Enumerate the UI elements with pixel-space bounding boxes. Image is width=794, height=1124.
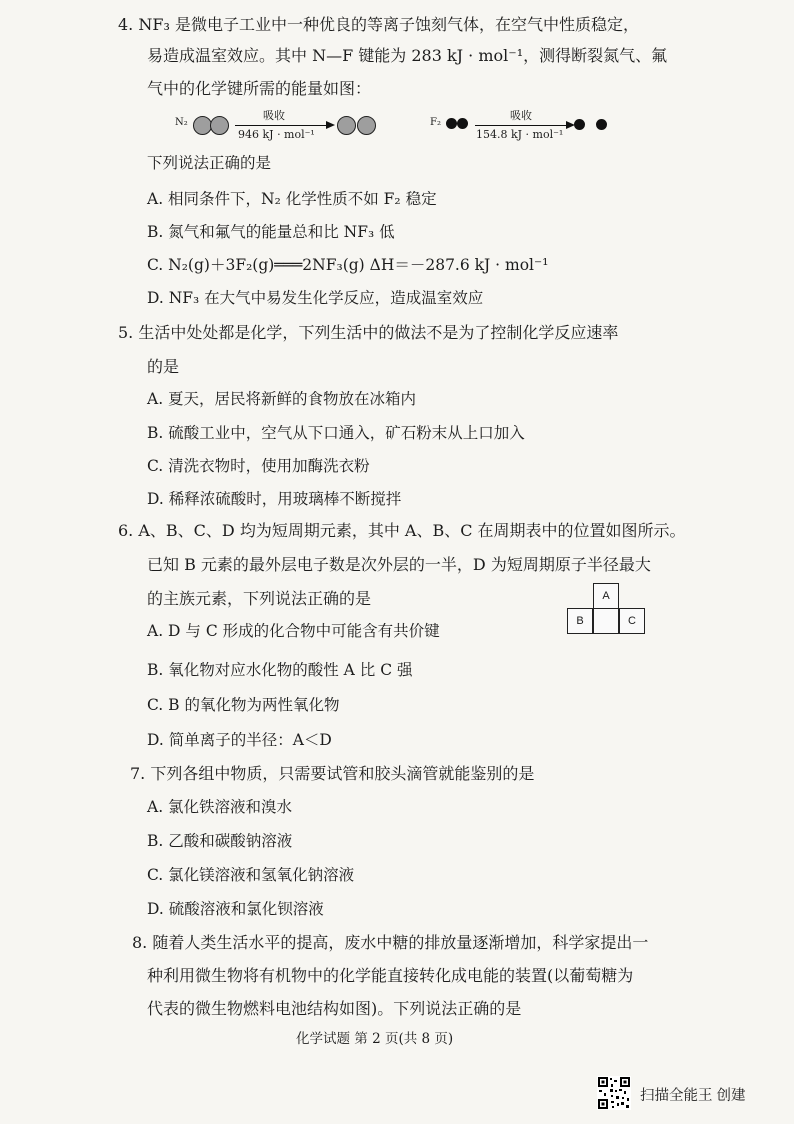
page-footer: 化学试题 第 2 页(共 8 页) — [296, 1031, 454, 1047]
cell-a: A — [593, 583, 619, 609]
q6-option-b: B. 氧化物对应水化物的酸性 A 比 C 强 — [147, 661, 413, 679]
q7-option-a: A. 氯化铁溶液和溴水 — [147, 798, 293, 816]
f-atom-icon — [457, 118, 468, 129]
q4-option-c: C. N₂(g)＋3F₂(g)═══2NF₃(g) ΔH＝－287.6 kJ · mol⁻¹ — [147, 256, 549, 274]
q6-stem-line2: 已知 B 元素的最外层电子数是次外层的一半，D 为短周期原子半径最大 — [147, 555, 651, 574]
q5-option-c: C. 清洗衣物时，使用加酶洗衣粉 — [147, 457, 370, 475]
q7-stem: 7. 下列各组中物质，只需要试管和胶头滴管就能鉴别的是 — [130, 764, 535, 783]
f2-arrow-icon — [475, 125, 567, 126]
scanner-brand-text: 扫描全能王 创建 — [640, 1088, 746, 1104]
q6-stem-line3: 的主族元素，下列说法正确的是 — [147, 589, 372, 608]
q4-option-b: B. 氮气和氟气的能量总和比 NF₃ 低 — [147, 223, 395, 241]
n2-arrow-icon — [235, 125, 327, 126]
q6-option-c: C. B 的氧化物为两性氧化物 — [147, 696, 340, 714]
q8-stem-line1: 8. 随着人类生活水平的提高，废水中糖的排放量逐渐增加，科学家提出一 — [132, 933, 649, 952]
cell-b: B — [567, 608, 593, 634]
n2-label: N₂ — [175, 117, 188, 128]
qr-code-icon — [597, 1076, 631, 1110]
cell-empty — [593, 608, 619, 634]
n-atom-icon — [337, 116, 356, 135]
f2-arrow-bottom-label: 154.8 kJ · mol⁻¹ — [476, 128, 564, 141]
q4-stem-line3: 气中的化学键所需的能量如图： — [147, 79, 372, 98]
q5-option-d: D. 稀释浓硫酸时，用玻璃棒不断搅拌 — [147, 490, 402, 508]
n2-arrow-bottom-label: 946 kJ · mol⁻¹ — [238, 128, 315, 141]
n2-arrow-top-label: 吸收 — [263, 109, 285, 122]
q7-option-c: C. 氯化镁溶液和氢氧化钠溶液 — [147, 866, 355, 884]
q8-stem-line2: 种利用微生物将有机物中的化学能直接转化成电能的装置(以葡萄糖为 — [147, 966, 634, 985]
f2-arrow-top-label: 吸收 — [510, 109, 532, 122]
f-atom-icon — [574, 119, 585, 130]
n-atom-icon — [357, 116, 376, 135]
q6-option-a: A. D 与 C 形成的化合物中可能含有共价键 — [147, 622, 440, 640]
cell-c: C — [619, 608, 645, 634]
q5-stem-line2: 的是 — [147, 357, 180, 376]
n-atom-icon — [210, 116, 229, 135]
q5-stem-line1: 5. 生活中处处都是化学，下列生活中的做法不是为了控制化学反应速率 — [118, 323, 619, 342]
f2-bond-energy-diagram — [430, 110, 610, 144]
q4-stem-line2: 易造成温室效应。其中 N—F 键能为 283 kJ · mol⁻¹，测得断裂氮气、氟 — [147, 46, 668, 65]
q4-stem-line1: 4. NF₃ 是微电子工业中一种优良的等离子蚀刻气体，在空气中性质稳定， — [118, 15, 639, 34]
f-atom-icon — [446, 118, 457, 129]
arrow-head-icon — [326, 121, 335, 129]
q7-option-b: B. 乙酸和碳酸钠溶液 — [147, 832, 293, 850]
q6-option-d: D. 简单离子的半径：A＜D — [147, 731, 332, 749]
f-atom-icon — [596, 119, 607, 130]
q5-option-b: B. 硫酸工业中，空气从下口通入，矿石粉末从上口加入 — [147, 424, 525, 442]
f2-label: F₂ — [430, 117, 441, 128]
q4-question: 下列说法正确的是 — [147, 154, 272, 172]
q8-stem-line3: 代表的微生物燃料电池结构如图)。下列说法正确的是 — [147, 999, 522, 1018]
q7-option-d: D. 硫酸溶液和氯化钡溶液 — [147, 900, 324, 918]
q4-option-a: A. 相同条件下，N₂ 化学性质不如 F₂ 稳定 — [147, 190, 437, 208]
periodic-table-fragment — [567, 583, 645, 635]
q5-option-a: A. 夏天，居民将新鲜的食物放在冰箱内 — [147, 390, 417, 408]
q4-option-d: D. NF₃ 在大气中易发生化学反应，造成温室效应 — [147, 289, 484, 307]
n2-bond-energy-diagram — [175, 110, 375, 144]
q6-stem-line1: 6. A、B、C、D 均为短周期元素，其中 A、B、C 在周期表中的位置如图所示。 — [118, 521, 686, 540]
